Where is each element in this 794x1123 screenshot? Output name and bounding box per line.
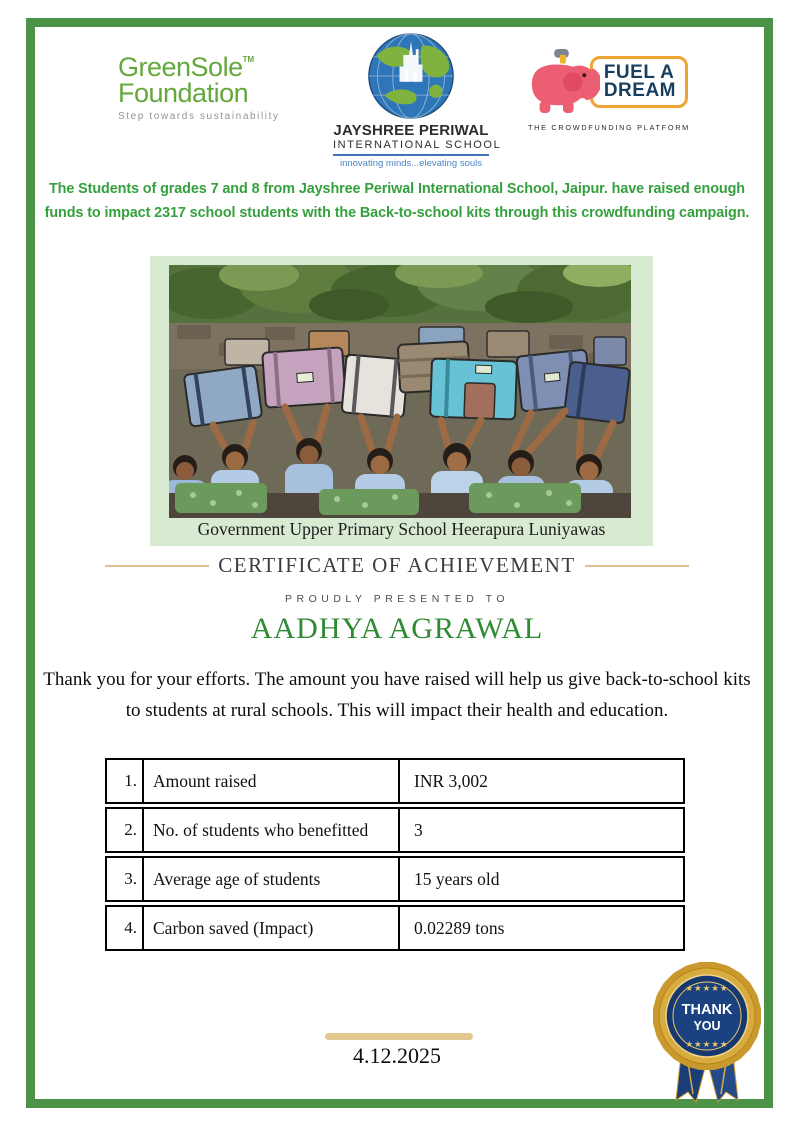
row-number: 2. (107, 809, 144, 851)
fueladream-word-line1: FUEL A (603, 61, 675, 83)
certificate-heading-row (105, 553, 689, 578)
photo-caption: Government Upper Primary School Heerapura Luniyawas (197, 519, 606, 539)
photo-frame (150, 256, 653, 546)
table-row (105, 905, 685, 951)
fueladream-tagline: THE CROWDFUNDING PLATFORM (528, 123, 690, 132)
fueladream-word-line2: DREAM (603, 80, 676, 101)
jpis-tagline: innovating minds...elevating souls (333, 154, 489, 169)
greensole-tagline: Step towards sustainability (118, 110, 280, 122)
presented-to-label: PROUDLY PRESENTED TO (284, 593, 509, 605)
row-value: 3 (414, 819, 423, 840)
row-number: 1. (107, 760, 144, 802)
table-row (105, 758, 685, 804)
elephant-piggybank-icon (528, 46, 600, 118)
table-row (105, 856, 685, 902)
greensole-logo (118, 54, 278, 122)
badge-text-line2: YOU (693, 1019, 721, 1033)
impact-table (105, 758, 685, 954)
badge-stars-bottom: ★★★★★ (685, 1039, 729, 1049)
campaign-summary-text: The Students of grades 7 and 8 from Jayshree Periwal International School, Jaipur. have raised enough funds to impact 2317 school students with the Back-to-school kits through this crowdfunding campaign. (44, 181, 750, 222)
row-label: Carbon saved (Impact) (144, 907, 400, 949)
greensole-wordmark-line1: GreenSole™ (118, 52, 255, 82)
globe-icon (367, 32, 455, 120)
jpis-logo (333, 32, 502, 169)
row-value: 15 years old (414, 868, 500, 889)
row-value: 0.02289 tons (414, 917, 505, 938)
date: 4.12.2025 (353, 1043, 441, 1068)
row-number: 3. (107, 858, 144, 900)
row-number: 4. (107, 907, 144, 949)
students-with-schoolbags-photo (169, 265, 631, 518)
badge-text-line1: THANK (681, 1002, 733, 1018)
row-label: Average age of students (144, 858, 400, 900)
recipient-name: AADHYA AGRAWAL (250, 612, 544, 645)
fueladream-wordmark-box (590, 56, 688, 108)
row-value: INR 3,002 (414, 770, 488, 791)
jpis-subtitle: INTERNATIONAL SCHOOL (333, 139, 502, 151)
badge-stars-top: ★★★★★ (685, 983, 729, 993)
greensole-wordmark-line2: Foundation (118, 78, 249, 109)
certificate-title: CERTIFICATE OF ACHIEVEMENT (218, 553, 576, 577)
award-ribbon-icon (644, 954, 770, 1108)
fueladream-logo (528, 46, 688, 132)
jpis-name: JAYSHREE PERIWAL (333, 122, 489, 139)
row-label: No. of students who benefitted (144, 809, 400, 851)
thank-you-badge (644, 954, 770, 1108)
thank-you-paragraph: Thank you for your efforts. The amount you have raised will help us give back-to-school kits to students at rural schools. This will impact their health and education. (43, 669, 751, 721)
heading-rule-right (585, 565, 689, 567)
heading-rule-left (105, 565, 209, 567)
date-rule (325, 1033, 473, 1040)
trademark-symbol: TM (242, 55, 255, 64)
row-label: Amount raised (144, 760, 400, 802)
table-row (105, 807, 685, 853)
